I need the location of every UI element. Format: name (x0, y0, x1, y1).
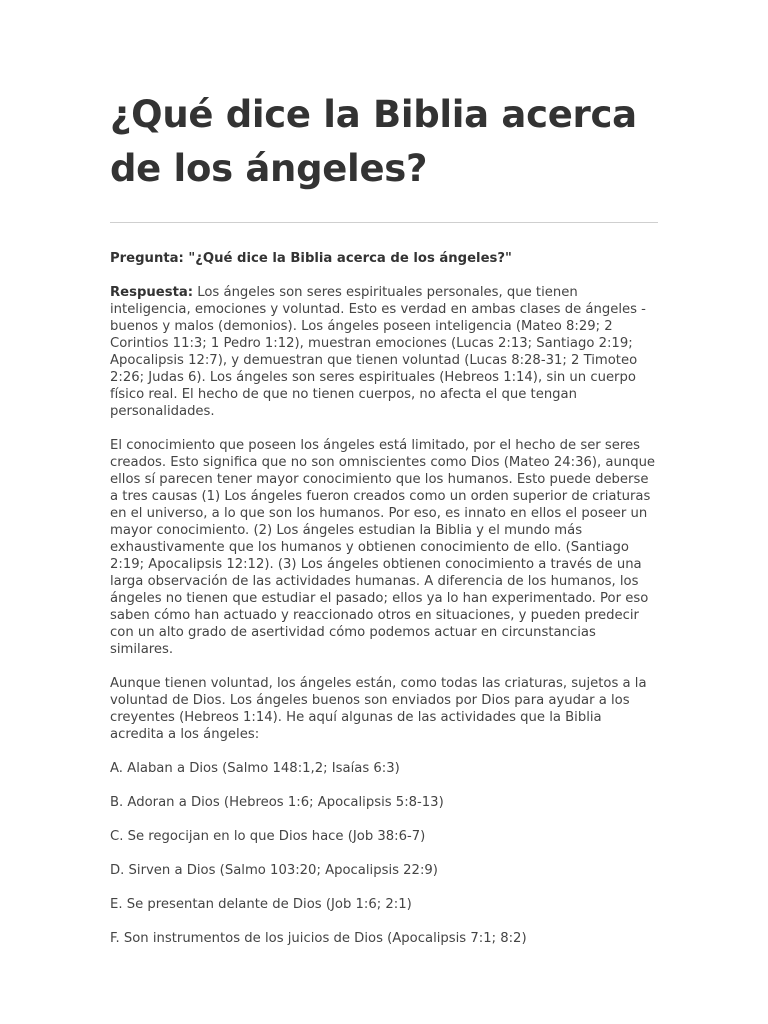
activities-list (110, 760, 658, 947)
list-item: B. Adoran a Dios (Hebreos 1:6; Apocalipsis 5:8-13) (110, 795, 444, 810)
will-paragraph: Aunque tienen voluntad, los ángeles están, como todas las criaturas, sujetos a la voluntad de Dios. Los ángeles buenos son enviados por Dios para ayudar a los creyentes (Hebreos 1:14). He aquí algunas de las actividades que la Biblia acredita a los ángeles: (110, 676, 647, 742)
page-title: ¿Qué dice la Biblia acerca de los ángeles? (110, 93, 637, 190)
list-item: D. Sirven a Dios (Salmo 103:20; Apocalipsis 22:9) (110, 863, 438, 878)
question-paragraph (110, 250, 658, 267)
list-item: A. Alaban a Dios (Salmo 148:1,2; Isaías 6:3) (110, 761, 400, 776)
list-item: E. Se presentan delante de Dios (Job 1:6; 2:1) (110, 897, 412, 912)
list-item: C. Se regocijan en lo que Dios hace (Job 38:6-7) (110, 829, 426, 844)
list-item: F. Son instrumentos de los juicios de Dios (Apocalipsis 7:1; 8:2) (110, 931, 527, 946)
answer-paragraph (110, 284, 658, 420)
title-divider (110, 222, 658, 223)
article (110, 0, 658, 964)
question-text: "¿Qué dice la Biblia acerca de los ángeles?" (183, 251, 512, 266)
question-label: Pregunta: (110, 251, 184, 266)
answer-text: Los ángeles son seres espirituales personales, que tienen inteligencia, emociones y voluntad. Esto es verdad en ambas clases de ángeles - buenos y malos (demonios). Los ángeles poseen inteligencia (Mateo 8:29; 2 Corintios 11:3; 1 Pedro 1:12), muestran emociones (Lucas 2:13; Santiago 2:19; Apocalipsis 12:7), y demuestran que tienen voluntad (Lucas 8:28-31; 2 Timoteo 2:26; Judas 6). Los ángeles son seres espirituales (Hebreos 1:14), sin un cuerpo físico real. El hecho de que no tienen cuerpos, no afecta el que tengan personalidades. (110, 285, 646, 419)
knowledge-paragraph: El conocimiento que poseen los ángeles está limitado, por el hecho de ser seres creados. Esto significa que no son omniscientes como Dios (Mateo 24:36), aunque ellos sí parecen tener mayor conocimiento que los humanos. Esto puede deberse a tres causas (1) Los ángeles fueron creados como un orden superior de criaturas en el universo, a lo que son los humanos. Por eso, es innato en ellos el poseer un mayor conocimiento. (2) Los ángeles estudian la Biblia y el mundo más exhaustivamente que los humanos y obtienen conocimiento de ello. (Santiago 2:19; Apocalipsis 12:12). (3) Los ángeles obtienen conocimiento a través de una larga observación de las actividades humanas. A diferencia de los humanos, los ángeles no tienen que estudiar el pasado; ellos ya lo han experimentado. Por eso saben cómo han actuado y reaccionado otros en situaciones, y pueden predecir con un alto grado de asertividad cómo podemos actuar en circunstancias similares. (110, 438, 656, 657)
answer-label: Respuesta: (110, 285, 194, 300)
